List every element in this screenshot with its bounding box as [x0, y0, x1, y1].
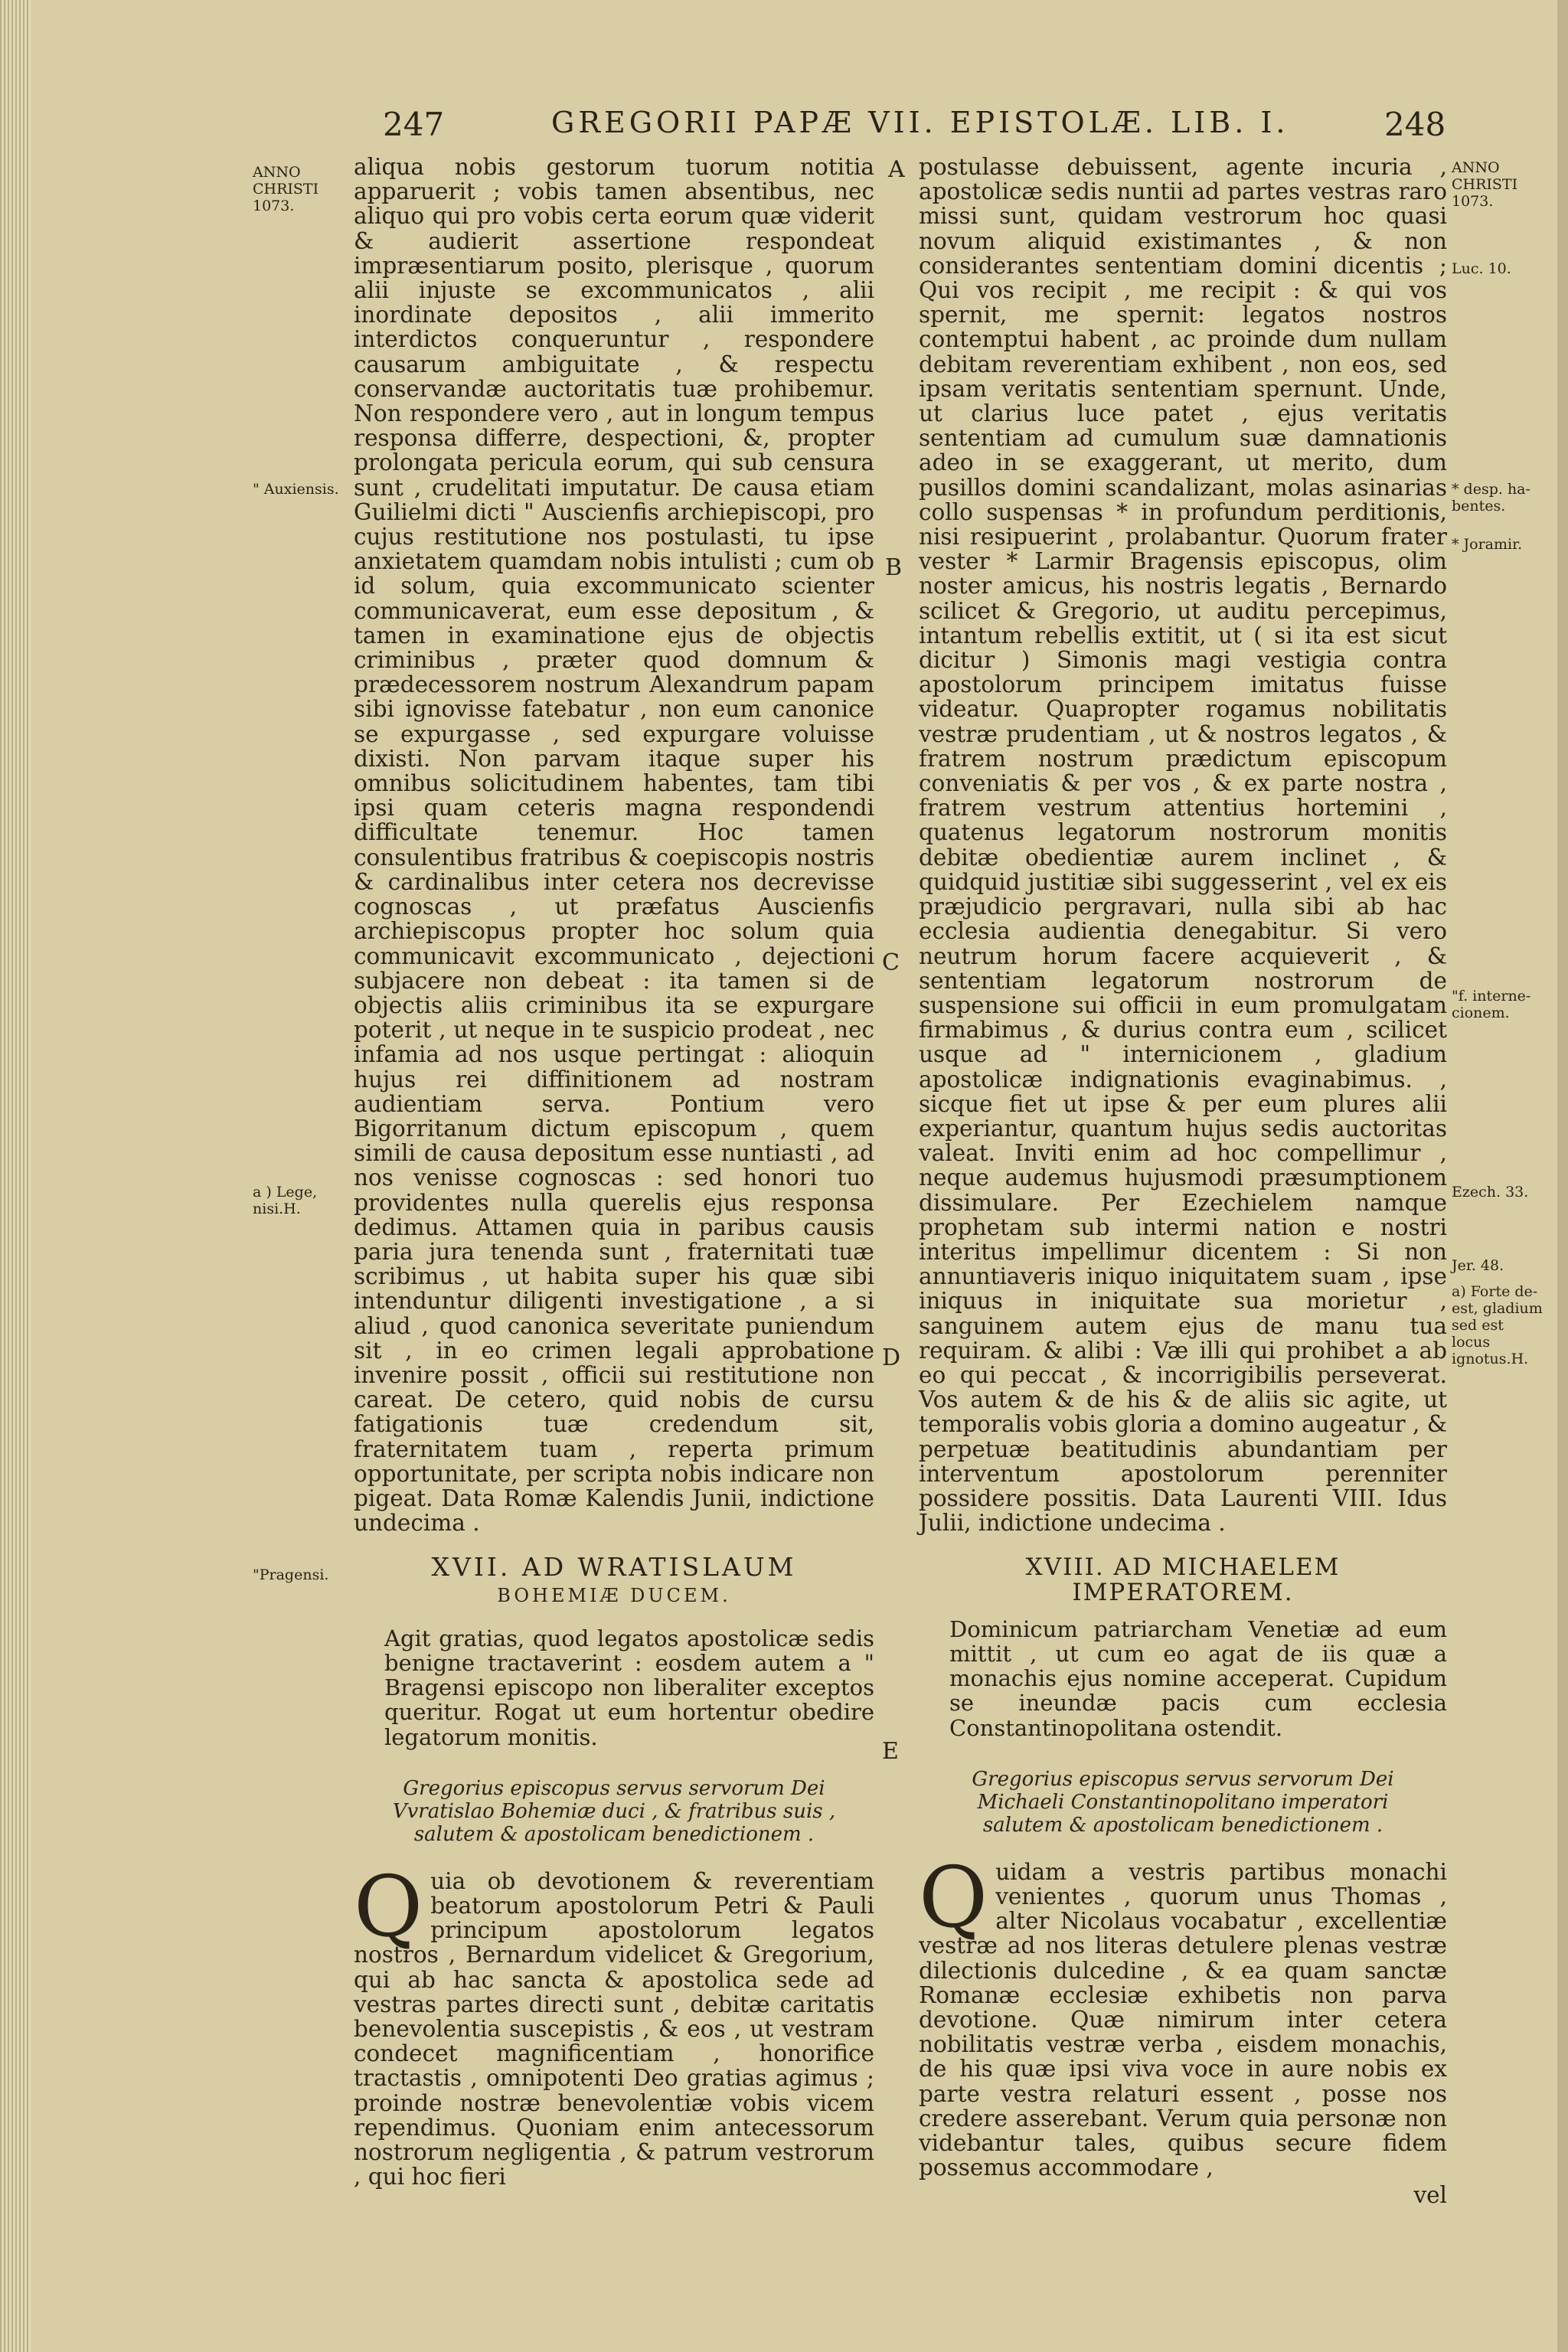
page-edge-right: [1557, 0, 1568, 2352]
margin-anno-label-right: ANNO: [1452, 159, 1500, 176]
margin-christi-label: CHRISTI: [253, 181, 319, 198]
margin-note-lege-line2: nisi.H.: [253, 1200, 301, 1217]
letter-xviii-heading: XVIII. AD MICHAELEM IMPERATOREM.: [1025, 1553, 1341, 1606]
margin-anno-label: ANNO: [253, 164, 301, 181]
margin-note-forte-line3: sed est locus: [1452, 1317, 1504, 1351]
section-letter-d: D: [882, 1344, 901, 1371]
margin-note-jer: Jer. 48.: [1452, 1257, 1504, 1274]
margin-note-forte: [1452, 1283, 1544, 1367]
letter-xviii-body-text: uidam a vestris partibus monachi venientes , quorum unus Thomas , alter Nicolaus vocabatur , excellentiæ vestræ ad nos literas detulere plenas vestræ dilectionis dulcedine , & ea quam sanctæ Romanæ ecclesiæ exhibetis non parva devotione. Quæ nimirum inter cetera nobilitatis vestræ verba , eisdem monachis, de his quæ ipsi viva voce in aure nobis ex parte vestra relaturi essent , posse nos credere asserebant. Verum quia personæ non videbantur tales, quibus secure fidem possemus accommodare ,: [919, 1858, 1447, 2181]
letter-xvii-body-text: uia ob devotionem & reverentiam beatorum apostolorum Petri & Pauli principum apostolorum legatos nostros , Bernardum videlicet & Gregorium, qui ab hac sancta & apostolica sede ad vestras partes directi sunt , debitæ caritatis benevolentia suscepistis , & eos , ut vestram condecet magnificentiam , honorifice tractastis , omnipotenti Deo gratias agimus ; proinde nostræ benevolentiæ vobis vicem rependimus. Quoniam enim antecessorum nostrorum negligentia , & patrum vestrorum , qui hoc fieri: [354, 1867, 874, 2190]
catchword: vel: [1413, 2182, 1447, 2209]
margin-note-interne-line2: cionem.: [1452, 1004, 1510, 1021]
margin-note-luc: Luc. 10.: [1452, 260, 1511, 277]
section-letter-b: B: [885, 554, 903, 581]
margin-note-forte-line4: ignotus.H.: [1452, 1351, 1529, 1367]
margin-note-lege-line1: a ) Lege,: [253, 1184, 318, 1200]
dropcap-letter-right: Q: [919, 1847, 988, 1946]
margin-note-forte-line1: a) Forte de-: [1452, 1283, 1538, 1300]
letter-xviii-salutation: Gregorius episcopus servus servorum Dei Michaeli Constantinopolitano imperatori salutem & apostolicam benedictionem .: [972, 1767, 1394, 1837]
margin-anno-right: [1452, 159, 1544, 210]
margin-christi-label-right: CHRISTI: [1452, 176, 1518, 193]
letter-xvii-continuation: postulasse debuissent, agente incuria , apostolicæ sedis nuntii ad partes vestras raro missi sunt, quidam vestrorum hoc quasi novum aliquid existimantes , & non considerantes sententiam domini dicentis ; Qui vos recipit , me recipit : & qui vos spernit, me spernit: legatos nostros contemptui habent , ac proinde dum nullam debitam reverentiam exhibent , non eos, sed ipsam veritatis sententiam spernunt. Unde, ut clarius luce patet , ejus veritatis sententiam ad cumulum suæ damnationis adeo in se exaggerant, ut merito, dum pusillos domini scandalizant, molas asinarias collo suspensas * in profundum perditionis, nisi resipuerint , prolabantur. Quorum frater vester * Larmir Bragensis episcopus, olim noster amicus, his nostris legatis , Bernardo scilicet & Gregorio, ut auditu percepimus, intantum rebellis extitit, ut ( si ita est sicut dicitur ) Simonis magi vestigia contra apostolorum principem imitatus fuisse videatur. Quapropter rogamus nobilitatis vestræ prudentiam , ut & nostros legatos , & fratrem nostrum prædictum episcopum conveniatis & per vos , & ex parte nostra , fratrem vestrum attentius hortemini , quatenus legatorum nostrorum monitis debitæ obedientiæ aurem inclinet , & quidquid justitiæ sibi suggesserint , vel ex eis præjudicio pergravari, nulla sibi ab hac ecclesia audientia denegabitur. Si vero neutrum horum facere acquieverit , & sententiam legatorum nostrorum de suspensione sui officii in eum promulgatam firmabimus , & durius contra eum , scilicet usque ad " internicionem , gladium apostolicæ indignationis evaginabimus. , sicque fiet ut ipse & per eum plures alii experiantur, quantum hujus sedis auctoritas valeat. Inviti enim ad hoc compellimur , neque audemus hujusmodi præsumptionem dissimulare. Per Ezechielem namque prophetam sub intermi nation e nostri interitus impellimur dicentem : Si non annuntiaveris iniquo iniquitatem suam , ipse iniquus in iniquitate sua morietur , sanguinem autem ejus de manu tua requiram. & alibi : Væ illi qui prohibet a ab eo qui peccat , & incorrigibilis perseverat. Vos autem & de his & de aliis sic agite, ut temporalis vobis gloria a domino augeatur , & perpetuæ beatitudinis abundantiam per interventum apostolorum perenniter possidere possitis. Data Laurenti VIII. Idus Julii, indictione undecima .: [919, 154, 1447, 1537]
margin-note-desp: [1452, 481, 1544, 514]
letter-xviii-summary: Dominicum patriarcham Venetiæ ad eum mittit , ut cum eo agat de iis quæ a monachis ejus nomine acceperat. Cupidum se ineundæ pacis cum ecclesia Constantinopolitana ostendit.: [949, 1615, 1447, 1741]
margin-note-desp-line2: bentes.: [1452, 498, 1506, 514]
dropcap-letter: Q: [354, 1857, 423, 1955]
letter-xvi-ending: aliqua nobis gestorum tuorum notitia apparuerit ; vobis tamen absentibus, nec aliquo qui pro vobis certa eorum quæ viderit & audierit assertione respondeat impræsentiarum posito, plerisque , quorum alii injuste se excommunicatos , alii inordinate depositos , alii immerito interdictos conqueruntur , respondere causarum ambiguitate , & respectu conservandæ auctoritatis tuæ prohibemur. Non respondere vero , aut in longum tempus responsa differre, despectioni, &, propter prolongata pericula eorum, qui sub censura sunt , crudelitati imputatur. De causa etiam Guilielmi dicti " Auscienfis archiepiscopi, pro cujus restitutione nos postulasti, tu ipse anxietatem quamdam nobis intulisti ; cum ob id solum, quia excommunicato scienter communicaverat, eum esse depositum , & tamen in examinatione ejus de objectis criminibus , præter quod domnum & prædecessorem nostrum Alexandrum papam sibi ignovisse fatebatur , non eum canonice se expurgasse , sed expurgare voluisse dixisti. Non parvam itaque super his omnibus solicitudinem habentes, tam tibi ipsi quam ceteris magna respondendi difficultate tenemur. Hoc tamen consulentibus fratribus & coepiscopis nostris & cardinalibus inter cetera nos decrevisse cognoscas , ut præfatus Auscienfis archiepiscopus propter hoc solum quia communicavit excommunicato , dejectioni subjacere non debeat : ita tamen si de objectis aliis criminibus ita se expurgare poterit , ut neque in te suspicio prodeat , nec infamia ad nos usque pertingat : alioquin hujus rei diffinitionem ad nostram audientiam serva. Pontium vero Bigorritanum dictum episcopum , quem simili de causa depositum esse nuntiasti , ad nos venisse cognoscas : sed honori tuo providentes nulla querelis ejus responsa dedimus. Attamen quia in paribus causis paria jura tenenda sunt , fraternitati tuæ scribimus , ut habita super his quæ sibi intenduntur diligenti investigatione , a si aliud , quod canonica severitate puniendum sit , in eo crimen legali approbatione invenire possit , officii sui restitutione non careat. De cetero, quid nobis de cursu fatigationis tuæ credendum sit, fraternitatem tuam , reperta primum opportunitate, per scripta nobis indicare non pigeat. Data Romæ Kalendis Junii, indictione undecima .: [354, 154, 874, 1537]
letter-xviii-body: [919, 1847, 1447, 2181]
margin-note-joramir: * Joramir.: [1452, 536, 1523, 553]
section-letter-e: E: [882, 1738, 899, 1765]
margin-note-pragensi: "Pragensi.: [253, 1566, 329, 1583]
left-column: [354, 155, 874, 2189]
running-title: GREGORII PAPÆ VII. EPISTOLÆ. LIB. I.: [551, 106, 1289, 139]
margin-year-label: 1073.: [253, 198, 295, 214]
margin-anno-left: [253, 164, 345, 214]
running-head: [0, 106, 1568, 152]
book-page-edge: [0, 0, 31, 2352]
section-letter-a: A: [888, 156, 905, 183]
margin-note-desp-line1: * desp. ha-: [1452, 481, 1530, 498]
page-number-left: 247: [383, 106, 445, 143]
margin-note-lege: [253, 1184, 345, 1217]
margin-note-ezech: Ezech. 33.: [1452, 1184, 1529, 1200]
section-letter-c: C: [882, 949, 900, 976]
right-column: [919, 155, 1447, 2208]
margin-note-auxiensis: " Auxiensis.: [253, 481, 339, 498]
letter-xvii-subheading: BOHEMIÆ DUCEM.: [497, 1584, 731, 1606]
margin-year-label-right: 1073.: [1452, 193, 1494, 210]
letter-xvii-salutation: Gregorius episcopus servus servorum Dei Vvratislao Bohemiæ duci , & fratribus suis , salutem & apostolicam benedictionem .: [392, 1776, 836, 1846]
letter-xvii-heading: XVII. AD WRATISLAUM: [431, 1552, 797, 1583]
letter-xvii-body: [354, 1857, 874, 2190]
page-number-right: 248: [1384, 106, 1446, 143]
margin-note-forte-line2: est, gladium: [1452, 1300, 1543, 1317]
margin-note-interne-line1: "f. interne-: [1452, 988, 1531, 1004]
letter-xvii-summary: Agit gratias, quod legatos apostolicæ sedis benigne tractaverint : eosdem autem a " Bragensi episcopo non liberaliter exceptos queritur. Rogat ut eum hortentur obedire legatorum monitis.: [384, 1625, 874, 1750]
margin-note-interne: [1452, 988, 1544, 1021]
